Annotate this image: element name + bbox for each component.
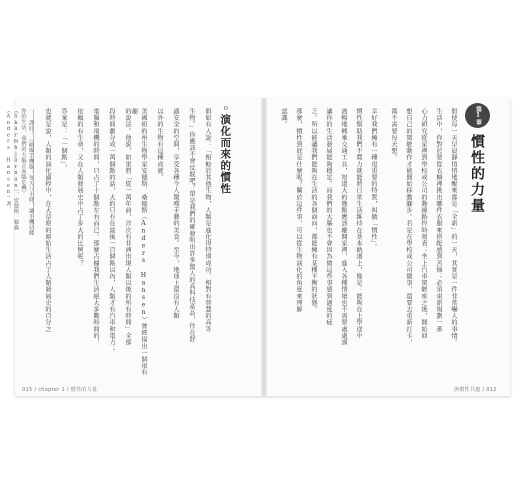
left-column-2: 生物。」你應該不會反駁吧？單是我們的確發明出許多驚人的高科技產品，住在舒 <box>188 108 195 343</box>
left-folio <box>22 386 97 393</box>
section-title: 演化而來的慣性 <box>219 114 232 195</box>
book-gutter <box>261 98 267 396</box>
left-column-5: 美國紐約州生物學家安德斯．桑德斯（Anders Hansen）曾經提出一個很有趣 <box>130 108 147 376</box>
right-folio-separator: / <box>482 387 487 393</box>
left-column-3: 適安全的空間，享受各種令人驚嘆手藝的美食。至今，地球上還沒有人類 <box>172 108 179 320</box>
right-folio <box>454 386 497 393</box>
right-column-11: 那麼，慣性到底是什麼呢？關於這件事，可以從生物演化的角度來理解 <box>295 108 302 313</box>
right-column-12: 認識。 <box>280 108 287 128</box>
left-column-9: 依賴的有生命，又在人類發展史中占了多大的比例呢？ <box>76 108 83 267</box>
left-column-10: 答案是：「一個點」。 <box>60 108 67 171</box>
left-column-8: 電腦和飛機的時間，只占了十個點左右而已。那麼占據我們生活絕大多數時間的， <box>92 108 99 346</box>
left-column-11: 也就是說，人類的演化過程中，在大草原的原始生活占了人類發展史的百分之 <box>44 108 51 333</box>
right-column-7: 慣性幫助我們不費力就能將日常生活維持在基本軌道上，像是：能夠在上學途中 <box>355 108 362 339</box>
left-folio-separator: / <box>34 387 39 393</box>
left-column-4: 以外的生物有這種成就。 <box>156 108 163 181</box>
right-column-8: 流暢地轉乘交通工具，知道大約幾點應該離開家裡，進入各種情境也不需要處處謹 <box>340 108 347 346</box>
right-column-10: 乏。所以能讓我們能夠在生活的各個面向，都能擁有某種平衡的狀態。 <box>310 108 317 313</box>
left-column-6: 的說法。他說，如果將「從一萬年前，首次有非洲出現人類以後的所有時間」全部 <box>124 108 131 346</box>
left-folio-chapter: chapter 1 <box>38 387 65 393</box>
right-column-2: 生活中，你對於要從衣櫥裡挑出哪件衣服來搭配感到苦惱；必須重新規劃一番 <box>435 108 442 333</box>
left-folio-divider: / <box>66 387 71 393</box>
footnote: 一 譯註：《刷爆手機腦：每天八小時，讓手機佔據你的生活，我們的大腦正面臨危機》（Skärmhjärnan），安德斯．韓森（Anders Hansen）著。 <box>5 108 34 236</box>
left-folio-title: 慣性的力量 <box>70 387 98 393</box>
right-column-5: 都不需要每天想。 <box>390 108 397 161</box>
right-column-3: 心力研究從家裡到學校或公司的動線路徑時刻表；坐上汽車駕駛座之後，開始回 <box>420 108 427 339</box>
right-folio-title: 與慣性共處 <box>454 387 481 393</box>
left-column-1: 假如有人說：「相較於其他生物，人類是進化得特別成功、相對有智慧的高等 <box>204 108 211 333</box>
chapter-title: 慣性的力量 <box>469 134 485 214</box>
right-column-6: 幸好我們擁有一種很重要的特質，叫做「慣性」。 <box>370 108 377 251</box>
left-folio-number: 015 <box>22 387 33 393</box>
left-column-7: 段時間劃分成一萬個點的話，大約只有在最後一百個點以內，人類才有汽車和電力； <box>108 108 115 353</box>
right-folio-number: 012 <box>486 387 497 393</box>
right-column-1: 假使每一天早晨靜悄悄地醒來都是「全新」的一天，其實是一件非常嚇人的事情。 <box>450 108 457 346</box>
section-ornament-icon: o <box>221 104 230 112</box>
right-column-9: 讓你的生活發展能夠穩定。而我們的大腦也不會因為做這些事感到過度的疲 <box>325 108 332 326</box>
chapter-badge <box>465 103 490 128</box>
right-column-4: 想自己的駕駛動作才能開始移動腳步。若是在學校或公司做事，還要去重新打卡， <box>405 108 412 346</box>
chapter-badge-label: 第1章 <box>474 106 482 125</box>
